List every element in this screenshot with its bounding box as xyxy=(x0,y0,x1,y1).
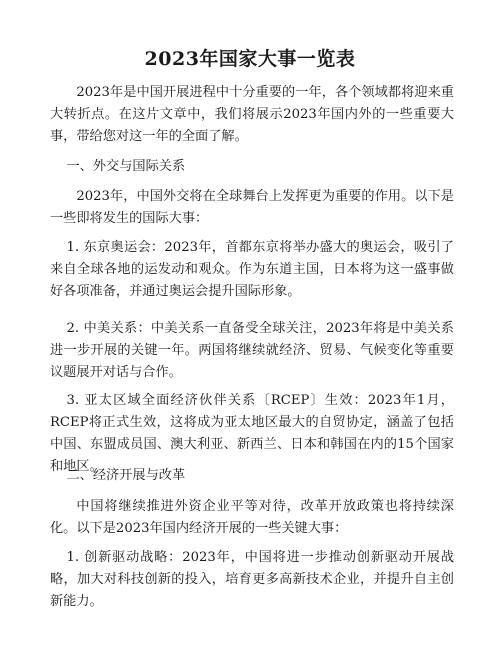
document-title: 2023年国家大事一览表 xyxy=(144,48,356,70)
intro-paragraph: 2023年是中国开展进程中十分重要的一年，各个领域都将迎来重大转折点。在这片文章中，我们将展示2023年国内外的一些重要大事，带给您对这一年的全面了解。 xyxy=(50,85,454,144)
section-heading-diplomacy: 一、外交与国际关系 xyxy=(66,159,186,174)
list-item: 2. 中美关系：中美关系一直备受全球关注，2023年将是中美关系进一步开展的关键一年。两国将继续就经济、贸易、气候变化等重要议题展开对话与合作。 xyxy=(50,321,454,380)
list-item: 1. 东京奥运会：2023年，首都东京将举办盛大的奥运会，吸引了来自全球各地的运发动和观众。作为东道主国，日本将为这一盛事做好各项准备，并通过奥运会提升国际形象。 xyxy=(50,240,454,299)
section-lead-economy: 中国将继续推进外资企业平等对待，改革开放政策也将持续深化。以下是2023年国内经济开展的一些关键大事： xyxy=(50,499,454,536)
section-lead-diplomacy: 2023年，中国外交将在全球舞台上发挥更为重要的作用。以下是一些即将发生的国际大事： xyxy=(50,189,454,226)
list-item: 1. 创新驱动战略：2023年，中国将进一步推动创新驱动开展战略，加大对科技创新的投入，培育更多高新技术企业，并提升自主创新能力。 xyxy=(50,550,454,609)
list-item: 3. 亚太区域全面经济伙伴关系〔RCEP〕生效：2023年1月，RCEP将正式生效，这将成为亚太地区最大的自贸协定，涵盖了包括中国、东盟成员国、澳大利亚、新西兰、日本和韩国在内的15个国家和地区。 xyxy=(50,393,454,474)
section-heading-economy: 二、经济开展与改革 xyxy=(66,468,186,483)
